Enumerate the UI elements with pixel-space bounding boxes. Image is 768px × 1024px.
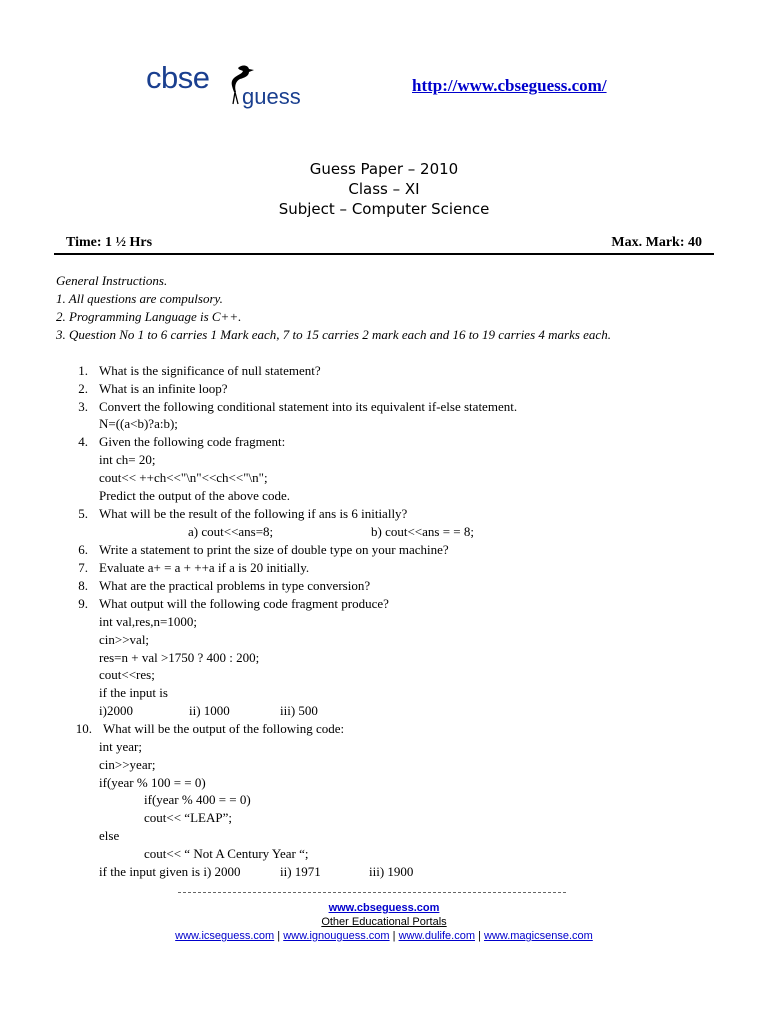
code-line: res=n + val >1750 ? 400 : 200; [99, 650, 260, 665]
question-number: 4. [78, 434, 88, 449]
class-title: Class – XI [348, 180, 420, 198]
option-i: i)2000 [99, 703, 133, 718]
question-text: Given the following code fragment: [99, 434, 286, 449]
question-text: What is the significance of null statement? [99, 363, 321, 378]
link-separator: | [277, 930, 281, 942]
option-a: a) cout<<ans=8; [188, 524, 274, 539]
question-number: 5. [78, 506, 88, 521]
footer-links [0, 930, 768, 942]
cbseguess-logo [146, 60, 306, 116]
code-line: cin>>year; [99, 757, 156, 772]
question-number: 7. [78, 560, 88, 575]
question-text: What is an infinite loop? [99, 381, 228, 396]
footer-link-ignouguess[interactable]: www.ignouguess.com [283, 930, 390, 942]
option-ii: ii) 1000 [189, 703, 230, 718]
option-b: b) cout<<ans = = 8; [371, 524, 474, 539]
footer-divider [178, 892, 566, 893]
question-text: What will be the result of the following if ans is 6 initially? [99, 506, 408, 521]
code-line: if(year % 100 = = 0) [99, 775, 206, 790]
link-separator: | [392, 930, 396, 942]
question-text: What are the practical problems in type conversion? [99, 578, 371, 593]
instruction-item: 1. All questions are compulsory. [56, 291, 223, 306]
question-text: if the input given is i) 2000 [99, 864, 241, 879]
max-mark-label: Max. Mark: 40 [611, 235, 702, 250]
footer-link-icseguess[interactable]: www.icseguess.com [175, 930, 275, 942]
code-line: if(year % 400 = = 0) [144, 792, 251, 807]
code-line: if the input is [99, 685, 168, 700]
code-line: int val,res,n=1000; [99, 614, 197, 629]
question-number: 2. [78, 381, 88, 396]
question-text: Convert the following conditional statement into its equivalent if-else statement. [99, 399, 518, 414]
footer-link-dulife[interactable]: www.dulife.com [398, 930, 475, 942]
question-text: Predict the output of the above code. [99, 488, 290, 503]
site-url-link[interactable]: http://www.cbseguess.com/ [412, 76, 607, 95]
code-line: cout<< ++ch<<"\n"<<ch<<"\n"; [99, 470, 268, 485]
question-text: Write a statement to print the size of double type on your machine? [99, 542, 449, 557]
question-number: 10. [75, 721, 92, 736]
footer-link-magicsense[interactable]: www.magicsense.com [483, 930, 593, 942]
question-number: 3. [78, 399, 88, 414]
question-text: Evaluate a+ = a + ++a if a is 20 initially. [99, 560, 310, 575]
question-text: What will be the output of the following code: [103, 721, 345, 736]
portals-label: Other Educational Portals [321, 916, 447, 928]
footer-portals-label [0, 916, 768, 928]
instruction-item: 2. Programming Language is C++. [56, 309, 242, 324]
option-iii: iii) 500 [280, 703, 318, 718]
header-divider [54, 253, 714, 255]
footer-main-link[interactable]: www.cbseguess.com [328, 902, 440, 914]
subject-title: Subject – Computer Science [278, 200, 490, 218]
time-label: Time: 1 ½ Hrs [66, 235, 153, 250]
paper-title: Guess Paper – 2010 [309, 160, 459, 178]
instructions-heading: General Instructions. [56, 273, 168, 288]
question-number: 8. [78, 578, 88, 593]
code-line: cout<< “ Not A Century Year “; [144, 846, 309, 861]
code-line: cout<< “LEAP”; [144, 810, 232, 825]
instruction-item: 3. Question No 1 to 6 carries 1 Mark each, 7 to 15 carries 2 mark each and 16 to 19 carries 4 marks each. [56, 327, 611, 342]
code-line: int year; [99, 739, 142, 754]
logo-text-guess: guess [242, 84, 301, 109]
logo-text-cbse: cbse [146, 60, 210, 95]
code-line: else [99, 828, 120, 843]
option-ii: ii) 1971 [280, 864, 321, 879]
code-line: N=((a<b)?a:b); [99, 416, 178, 431]
option-iii: iii) 1900 [369, 864, 414, 879]
question-text: What output will the following code fragment produce? [99, 596, 389, 611]
question-number: 9. [78, 596, 88, 611]
code-line: cin>>val; [99, 632, 150, 647]
footer-main [0, 902, 768, 914]
question-number: 6. [78, 542, 88, 557]
code-line: cout<<res; [99, 667, 155, 682]
link-separator: | [478, 930, 481, 942]
code-line: int ch= 20; [99, 452, 156, 467]
question-number: 1. [78, 363, 88, 378]
